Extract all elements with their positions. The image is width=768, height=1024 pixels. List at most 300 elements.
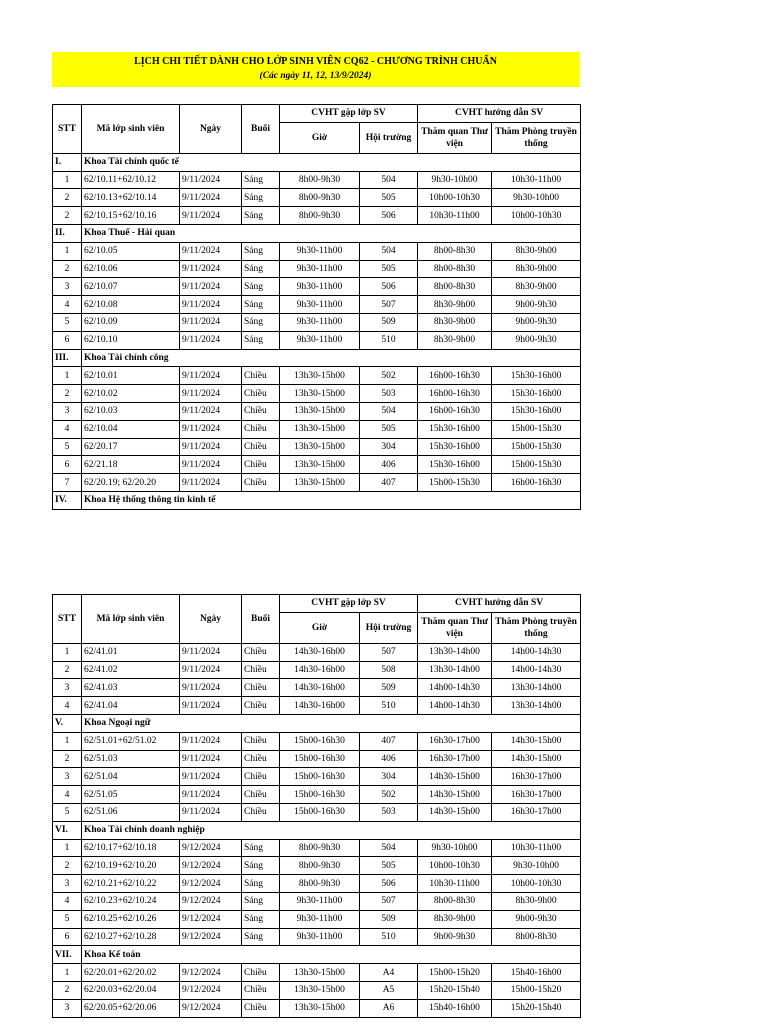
cell-hall: 507	[360, 296, 418, 314]
cell-class-code: 62/10.03	[82, 402, 180, 420]
cell-class-code: 62/21.18	[82, 456, 180, 474]
cell-date: 9/11/2024	[180, 786, 242, 804]
cell-time: 8h00-9h30	[280, 839, 360, 857]
cell-class-code: 62/41.03	[82, 679, 180, 697]
table-row	[53, 732, 581, 750]
cell-session: Sáng	[242, 189, 280, 207]
cell-class-code: 62/10.10	[82, 331, 180, 349]
section-number: IV.	[53, 491, 82, 509]
table-row	[53, 928, 581, 946]
table-row	[53, 242, 581, 260]
cell-date: 9/11/2024	[180, 474, 242, 492]
cell-tradition: 14h00-14h30	[492, 643, 581, 661]
cell-hall: 507	[360, 892, 418, 910]
cell-stt: 3	[53, 999, 82, 1017]
cell-stt: 7	[53, 474, 82, 492]
cell-stt: 3	[53, 278, 82, 296]
cell-session: Sáng	[242, 839, 280, 857]
cell-session: Chiều	[242, 679, 280, 697]
cell-class-code: 62/20.03+62/20.04	[82, 981, 180, 999]
cell-hall: 505	[360, 189, 418, 207]
cell-tradition: 9h30-10h00	[492, 857, 581, 875]
table-row	[53, 679, 581, 697]
table-row	[53, 786, 581, 804]
cell-library: 8h00-8h30	[418, 242, 492, 260]
cell-date: 9/11/2024	[180, 402, 242, 420]
section-number: VII.	[53, 946, 82, 964]
cell-time: 13h30-15h00	[280, 474, 360, 492]
cell-hall: 507	[360, 643, 418, 661]
table-row	[53, 964, 581, 982]
cell-time: 9h30-11h00	[280, 928, 360, 946]
cell-hall: 509	[360, 313, 418, 331]
cell-session: Chiều	[242, 697, 280, 715]
cell-tradition: 16h30-17h00	[492, 768, 581, 786]
cell-library: 15h30-16h00	[418, 456, 492, 474]
schedule-table-2	[52, 594, 581, 1018]
section-row	[53, 153, 581, 171]
cell-hall: 505	[360, 857, 418, 875]
cell-library: 15h40-16h00	[418, 999, 492, 1017]
header-group-meeting: CVHT gặp lớp SV	[280, 595, 418, 613]
cell-time: 9h30-11h00	[280, 331, 360, 349]
cell-tradition: 9h00-9h30	[492, 910, 581, 928]
section-name: Khoa Hệ thống thông tin kinh tế	[82, 491, 581, 509]
cell-time: 8h00-9h30	[280, 875, 360, 893]
cell-library: 16h30-17h00	[418, 732, 492, 750]
table-row	[53, 278, 581, 296]
cell-time: 9h30-11h00	[280, 910, 360, 928]
cell-date: 9/11/2024	[180, 456, 242, 474]
cell-tradition: 9h00-9h30	[492, 296, 581, 314]
cell-session: Sáng	[242, 313, 280, 331]
cell-time: 9h30-11h00	[280, 242, 360, 260]
cell-hall: A4	[360, 964, 418, 982]
cell-library: 8h00-8h30	[418, 278, 492, 296]
table-row	[53, 171, 581, 189]
cell-time: 15h00-16h30	[280, 803, 360, 821]
cell-library: 16h00-16h30	[418, 367, 492, 385]
table-row	[53, 367, 581, 385]
header-library	[418, 612, 492, 643]
cell-tradition: 9h00-9h30	[492, 313, 581, 331]
table-row	[53, 981, 581, 999]
cell-library: 15h30-16h00	[418, 420, 492, 438]
cell-tradition: 13h30-14h00	[492, 679, 581, 697]
cell-stt: 2	[53, 207, 82, 225]
cell-date: 9/11/2024	[180, 260, 242, 278]
cell-date: 9/11/2024	[180, 242, 242, 260]
table-row	[53, 438, 581, 456]
cell-class-code: 62/10.25+62/10.26	[82, 910, 180, 928]
schedule-table-1	[52, 104, 581, 510]
cell-hall: 510	[360, 928, 418, 946]
header-library	[418, 122, 492, 153]
header-date: Ngày	[180, 595, 242, 644]
cell-session: Chiều	[242, 768, 280, 786]
cell-hall: 504	[360, 242, 418, 260]
cell-hall: 502	[360, 786, 418, 804]
cell-library: 8h30-9h00	[418, 313, 492, 331]
cell-time: 15h00-16h30	[280, 732, 360, 750]
cell-class-code: 62/41.01	[82, 643, 180, 661]
cell-date: 9/11/2024	[180, 207, 242, 225]
cell-tradition: 10h30-11h00	[492, 839, 581, 857]
cell-class-code: 62/10.21+62/10.22	[82, 875, 180, 893]
header-library-label: Thăm quan Thư viện	[421, 616, 488, 639]
table-row	[53, 456, 581, 474]
cell-time: 13h30-15h00	[280, 402, 360, 420]
table-body	[53, 153, 581, 509]
cell-library: 9h30-10h00	[418, 171, 492, 189]
cell-class-code: 62/20.19; 62/20.20	[82, 474, 180, 492]
cell-class-code: 62/10.04	[82, 420, 180, 438]
cell-class-code: 62/10.07	[82, 278, 180, 296]
cell-hall: 304	[360, 438, 418, 456]
cell-class-code: 62/51.05	[82, 786, 180, 804]
table-row	[53, 420, 581, 438]
section-row	[53, 946, 581, 964]
cell-session: Chiều	[242, 474, 280, 492]
cell-hall: 506	[360, 875, 418, 893]
cell-library: 13h30-14h00	[418, 661, 492, 679]
cell-time: 9h30-11h00	[280, 278, 360, 296]
header-time: Giờ	[280, 612, 360, 643]
cell-class-code: 62/51.01+62/51.02	[82, 732, 180, 750]
header-tradition-label: Thăm Phòng truyền thống	[495, 616, 577, 639]
cell-tradition: 15h20-15h40	[492, 999, 581, 1017]
cell-session: Chiều	[242, 981, 280, 999]
cell-session: Chiều	[242, 643, 280, 661]
cell-date: 9/11/2024	[180, 313, 242, 331]
cell-tradition: 15h00-15h20	[492, 981, 581, 999]
cell-stt: 4	[53, 892, 82, 910]
section-name: Khoa Ngoại ngữ	[82, 714, 581, 732]
cell-library: 16h00-16h30	[418, 385, 492, 403]
cell-library: 10h30-11h00	[418, 875, 492, 893]
section-name: Khoa Tài chính công	[82, 349, 581, 367]
section-row	[53, 349, 581, 367]
cell-hall: 509	[360, 910, 418, 928]
cell-tradition: 15h00-15h30	[492, 438, 581, 456]
cell-class-code: 62/51.04	[82, 768, 180, 786]
cell-tradition: 8h00-8h30	[492, 928, 581, 946]
cell-hall: 506	[360, 207, 418, 225]
cell-hall: 506	[360, 278, 418, 296]
cell-library: 8h30-9h00	[418, 296, 492, 314]
cell-tradition: 9h30-10h00	[492, 189, 581, 207]
header-hall: Hội trường	[360, 612, 418, 643]
cell-hall: A5	[360, 981, 418, 999]
cell-hall: 504	[360, 402, 418, 420]
cell-library: 9h30-10h00	[418, 839, 492, 857]
cell-hall: 502	[360, 367, 418, 385]
cell-date: 9/12/2024	[180, 839, 242, 857]
cell-tradition: 16h30-17h00	[492, 803, 581, 821]
cell-tradition: 16h00-16h30	[492, 474, 581, 492]
table-row	[53, 875, 581, 893]
cell-stt: 1	[53, 643, 82, 661]
cell-date: 9/12/2024	[180, 928, 242, 946]
table-row	[53, 697, 581, 715]
cell-session: Sáng	[242, 171, 280, 189]
cell-library: 16h30-17h00	[418, 750, 492, 768]
table-body	[53, 643, 581, 1017]
cell-time: 8h00-9h30	[280, 189, 360, 207]
cell-tradition: 15h30-16h00	[492, 385, 581, 403]
cell-session: Chiều	[242, 732, 280, 750]
section-row	[53, 821, 581, 839]
cell-stt: 5	[53, 313, 82, 331]
cell-session: Chiều	[242, 438, 280, 456]
header-stt: STT	[53, 105, 82, 154]
cell-stt: 4	[53, 697, 82, 715]
cell-time: 9h30-11h00	[280, 313, 360, 331]
cell-session: Chiều	[242, 750, 280, 768]
table-row	[53, 385, 581, 403]
cell-library: 14h00-14h30	[418, 697, 492, 715]
cell-date: 9/12/2024	[180, 964, 242, 982]
cell-stt: 4	[53, 296, 82, 314]
cell-hall: 504	[360, 839, 418, 857]
cell-time: 15h00-16h30	[280, 750, 360, 768]
cell-stt: 2	[53, 750, 82, 768]
cell-stt: 3	[53, 402, 82, 420]
header-group-meeting: CVHT gặp lớp SV	[280, 105, 418, 123]
cell-stt: 1	[53, 839, 82, 857]
cell-hall: 510	[360, 331, 418, 349]
cell-library: 15h00-15h20	[418, 964, 492, 982]
header-library-label: Thăm quan Thư viện	[421, 126, 488, 149]
cell-date: 9/11/2024	[180, 367, 242, 385]
cell-session: Sáng	[242, 857, 280, 875]
cell-stt: 3	[53, 679, 82, 697]
cell-time: 13h30-15h00	[280, 964, 360, 982]
cell-library: 9h00-9h30	[418, 928, 492, 946]
cell-hall: 509	[360, 679, 418, 697]
cell-library: 8h30-9h00	[418, 910, 492, 928]
cell-date: 9/11/2024	[180, 189, 242, 207]
cell-hall: 407	[360, 732, 418, 750]
cell-library: 14h30-15h00	[418, 786, 492, 804]
cell-tradition: 15h30-16h00	[492, 367, 581, 385]
cell-time: 14h30-16h00	[280, 643, 360, 661]
cell-hall: A6	[360, 999, 418, 1017]
table-row	[53, 313, 581, 331]
document-subtitle: (Các ngày 11, 12, 13/9/2024)	[259, 71, 372, 81]
section-row	[53, 714, 581, 732]
cell-stt: 5	[53, 910, 82, 928]
cell-library: 16h00-16h30	[418, 402, 492, 420]
cell-time: 15h00-16h30	[280, 768, 360, 786]
cell-stt: 2	[53, 661, 82, 679]
cell-hall: 407	[360, 474, 418, 492]
cell-stt: 2	[53, 260, 82, 278]
table-row	[53, 768, 581, 786]
cell-date: 9/11/2024	[180, 661, 242, 679]
section-number: III.	[53, 349, 82, 367]
cell-class-code: 62/10.27+62/10.28	[82, 928, 180, 946]
header-session: Buổi	[242, 105, 280, 154]
table-row	[53, 643, 581, 661]
cell-session: Sáng	[242, 242, 280, 260]
cell-date: 9/11/2024	[180, 438, 242, 456]
cell-tradition: 10h00-10h30	[492, 207, 581, 225]
cell-stt: 6	[53, 331, 82, 349]
cell-hall: 510	[360, 697, 418, 715]
cell-time: 13h30-15h00	[280, 999, 360, 1017]
cell-session: Chiều	[242, 786, 280, 804]
cell-tradition: 8h30-9h00	[492, 242, 581, 260]
cell-session: Chiều	[242, 661, 280, 679]
cell-session: Chiều	[242, 456, 280, 474]
section-number: II.	[53, 224, 82, 242]
cell-class-code: 62/51.03	[82, 750, 180, 768]
table-row	[53, 803, 581, 821]
cell-date: 9/11/2024	[180, 768, 242, 786]
cell-tradition: 14h30-15h00	[492, 750, 581, 768]
cell-stt: 2	[53, 189, 82, 207]
cell-date: 9/11/2024	[180, 697, 242, 715]
cell-date: 9/12/2024	[180, 910, 242, 928]
cell-session: Sáng	[242, 928, 280, 946]
cell-hall: 503	[360, 385, 418, 403]
header-tradition	[492, 612, 581, 643]
cell-class-code: 62/10.19+62/10.20	[82, 857, 180, 875]
cell-stt: 3	[53, 768, 82, 786]
table-row	[53, 260, 581, 278]
cell-time: 13h30-15h00	[280, 456, 360, 474]
cell-library: 15h20-15h40	[418, 981, 492, 999]
cell-time: 13h30-15h00	[280, 367, 360, 385]
cell-class-code: 62/20.01+62/20.02	[82, 964, 180, 982]
cell-date: 9/11/2024	[180, 803, 242, 821]
cell-stt: 2	[53, 385, 82, 403]
cell-date: 9/11/2024	[180, 420, 242, 438]
cell-hall: 505	[360, 260, 418, 278]
table-row	[53, 999, 581, 1017]
cell-class-code: 62/20.05+62/20.06	[82, 999, 180, 1017]
header-group-guidance: CVHT hướng dẫn SV	[418, 105, 581, 123]
table-row	[53, 296, 581, 314]
cell-hall: 504	[360, 171, 418, 189]
cell-hall: 508	[360, 661, 418, 679]
cell-time: 13h30-15h00	[280, 981, 360, 999]
cell-hall: 406	[360, 456, 418, 474]
cell-stt: 1	[53, 732, 82, 750]
cell-date: 9/11/2024	[180, 643, 242, 661]
document-title-banner	[52, 52, 579, 87]
cell-class-code: 62/10.23+62/10.24	[82, 892, 180, 910]
cell-class-code: 62/10.01	[82, 367, 180, 385]
cell-stt: 5	[53, 803, 82, 821]
cell-stt: 5	[53, 438, 82, 456]
header-tradition	[492, 122, 581, 153]
header-hall: Hội trường	[360, 122, 418, 153]
cell-library: 14h30-15h00	[418, 768, 492, 786]
cell-class-code: 62/10.02	[82, 385, 180, 403]
table-header	[53, 595, 581, 644]
table-row	[53, 750, 581, 768]
cell-stt: 3	[53, 875, 82, 893]
cell-library: 10h00-10h30	[418, 857, 492, 875]
cell-stt: 1	[53, 242, 82, 260]
document-title: LỊCH CHI TIẾT DÀNH CHO LỚP SINH VIÊN CQ62 - CHƯƠNG TRÌNH CHUẨN	[134, 56, 497, 67]
cell-session: Sáng	[242, 260, 280, 278]
table-row	[53, 207, 581, 225]
cell-stt: 6	[53, 456, 82, 474]
cell-tradition: 13h30-14h00	[492, 697, 581, 715]
cell-tradition: 8h30-9h00	[492, 892, 581, 910]
cell-date: 9/12/2024	[180, 892, 242, 910]
cell-library: 8h00-8h30	[418, 260, 492, 278]
cell-stt: 4	[53, 420, 82, 438]
cell-date: 9/11/2024	[180, 278, 242, 296]
cell-session: Chiều	[242, 420, 280, 438]
section-number: V.	[53, 714, 82, 732]
cell-class-code: 62/41.02	[82, 661, 180, 679]
cell-tradition: 14h00-14h30	[492, 661, 581, 679]
cell-stt: 4	[53, 786, 82, 804]
cell-class-code: 62/10.06	[82, 260, 180, 278]
cell-class-code: 62/51.06	[82, 803, 180, 821]
header-group-guidance: CVHT hướng dẫn SV	[418, 595, 581, 613]
table-row	[53, 661, 581, 679]
section-number: I.	[53, 153, 82, 171]
cell-tradition: 15h00-15h30	[492, 456, 581, 474]
cell-time: 14h30-16h00	[280, 661, 360, 679]
cell-tradition: 8h30-9h00	[492, 278, 581, 296]
cell-session: Sáng	[242, 296, 280, 314]
table-row	[53, 189, 581, 207]
cell-date: 9/12/2024	[180, 999, 242, 1017]
cell-class-code: 62/41.04	[82, 697, 180, 715]
cell-time: 15h00-16h30	[280, 786, 360, 804]
cell-session: Sáng	[242, 910, 280, 928]
header-tradition-label: Thăm Phòng truyền thống	[495, 126, 577, 149]
cell-time: 8h00-9h30	[280, 857, 360, 875]
section-name: Khoa Tài chính doanh nghiệp	[82, 821, 581, 839]
cell-class-code: 62/10.11+62/10.12	[82, 171, 180, 189]
cell-time: 13h30-15h00	[280, 385, 360, 403]
cell-tradition: 15h00-15h30	[492, 420, 581, 438]
table-row	[53, 474, 581, 492]
section-name: Khoa Thuế - Hải quan	[82, 224, 581, 242]
cell-session: Chiều	[242, 964, 280, 982]
cell-session: Sáng	[242, 278, 280, 296]
cell-time: 13h30-15h00	[280, 420, 360, 438]
cell-date: 9/11/2024	[180, 385, 242, 403]
cell-library: 8h30-9h00	[418, 331, 492, 349]
cell-hall: 505	[360, 420, 418, 438]
header-stt: STT	[53, 595, 82, 644]
cell-class-code: 62/10.09	[82, 313, 180, 331]
cell-time: 9h30-11h00	[280, 260, 360, 278]
cell-class-code: 62/10.08	[82, 296, 180, 314]
cell-tradition: 15h30-16h00	[492, 402, 581, 420]
cell-library: 13h30-14h00	[418, 643, 492, 661]
cell-stt: 1	[53, 964, 82, 982]
cell-session: Chiều	[242, 385, 280, 403]
header-session: Buổi	[242, 595, 280, 644]
cell-hall: 304	[360, 768, 418, 786]
cell-stt: 6	[53, 928, 82, 946]
header-time: Giờ	[280, 122, 360, 153]
cell-date: 9/11/2024	[180, 331, 242, 349]
section-name: Khoa Tài chính quốc tế	[82, 153, 581, 171]
cell-time: 8h00-9h30	[280, 171, 360, 189]
cell-session: Chiều	[242, 803, 280, 821]
